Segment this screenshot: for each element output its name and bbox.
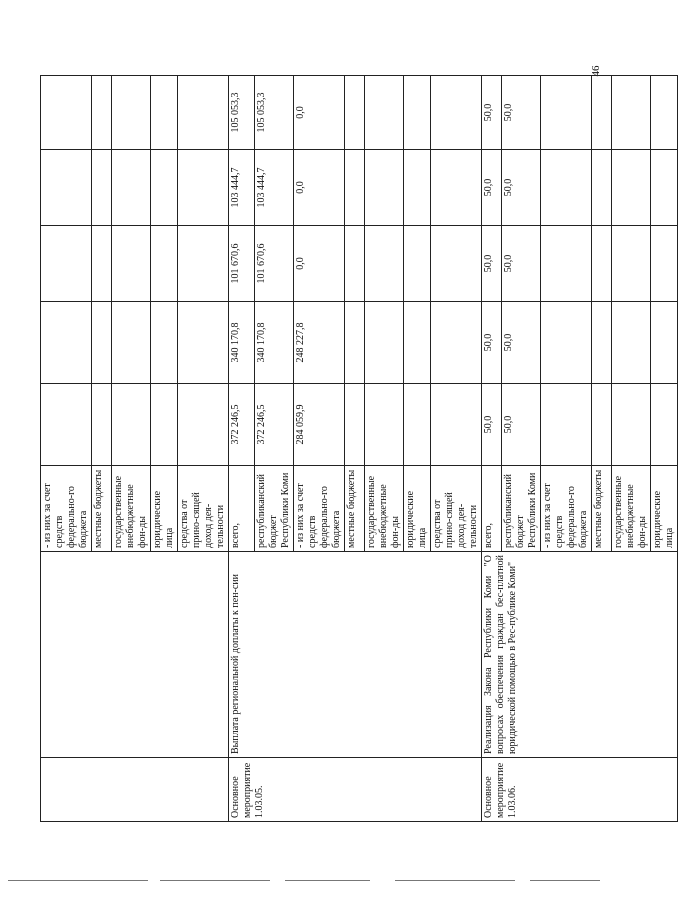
value-cell: 103 444,7 bbox=[229, 150, 255, 226]
source-cell: юридические лица bbox=[151, 466, 178, 552]
table-row bbox=[482, 76, 502, 822]
value-cell: 372 246,5 bbox=[229, 384, 255, 466]
value-cell: 50,0 bbox=[502, 226, 541, 302]
value-cell bbox=[365, 150, 404, 226]
value-cell: 50,0 bbox=[482, 302, 502, 384]
value-cell bbox=[365, 76, 404, 150]
value-cell: 248 227,8 bbox=[294, 302, 345, 384]
value-cell: 101 670,6 bbox=[229, 226, 255, 302]
value-cell bbox=[612, 302, 651, 384]
value-cell bbox=[151, 302, 178, 384]
source-cell: - из них за счет средств федерально-го бюджета bbox=[41, 466, 92, 552]
value-cell bbox=[541, 226, 592, 302]
source-cell: - из них за счет средств федерально-го бюджета bbox=[294, 466, 345, 552]
value-cell bbox=[178, 384, 229, 466]
name-cell bbox=[41, 552, 229, 758]
value-cell bbox=[345, 76, 365, 150]
value-cell: 101 670,6 bbox=[255, 226, 294, 302]
code-cell: Основное мероприятие 1.03.05. bbox=[229, 758, 482, 822]
scan-footer-line bbox=[395, 880, 515, 881]
value-cell: 284 059,9 bbox=[294, 384, 345, 466]
source-cell: местные бюджеты bbox=[345, 466, 365, 552]
value-cell bbox=[404, 150, 431, 226]
value-cell bbox=[92, 226, 112, 302]
value-cell bbox=[612, 76, 651, 150]
value-cell bbox=[345, 384, 365, 466]
value-cell bbox=[592, 384, 612, 466]
code-cell bbox=[41, 758, 229, 822]
value-cell: 0,0 bbox=[294, 76, 345, 150]
value-cell bbox=[178, 150, 229, 226]
value-cell: 340 170,8 bbox=[229, 302, 255, 384]
value-cell bbox=[345, 302, 365, 384]
table-row bbox=[229, 76, 255, 822]
value-cell bbox=[41, 150, 92, 226]
value-cell: 50,0 bbox=[482, 226, 502, 302]
value-cell bbox=[41, 384, 92, 466]
value-cell bbox=[592, 226, 612, 302]
scan-footer-line bbox=[285, 880, 370, 881]
value-cell bbox=[41, 76, 92, 150]
value-cell bbox=[151, 384, 178, 466]
scan-footer-line bbox=[8, 880, 148, 881]
value-cell bbox=[404, 384, 431, 466]
source-cell: республиканский бюджет Республики Коми bbox=[255, 466, 294, 552]
value-cell bbox=[112, 384, 151, 466]
value-cell: 372 246,5 bbox=[255, 384, 294, 466]
value-cell bbox=[651, 302, 678, 384]
value-cell bbox=[112, 226, 151, 302]
value-cell bbox=[112, 302, 151, 384]
value-cell: 50,0 bbox=[482, 76, 502, 150]
value-cell: 105 053,3 bbox=[229, 76, 255, 150]
value-cell bbox=[345, 150, 365, 226]
value-cell: 0,0 bbox=[294, 226, 345, 302]
scan-footer-line bbox=[160, 880, 270, 881]
source-cell: всего, bbox=[482, 466, 502, 552]
value-cell bbox=[151, 76, 178, 150]
value-cell bbox=[178, 226, 229, 302]
value-cell: 340 170,8 bbox=[255, 302, 294, 384]
value-cell bbox=[178, 76, 229, 150]
value-cell bbox=[592, 302, 612, 384]
page-number: 46 bbox=[590, 65, 602, 77]
value-cell bbox=[404, 76, 431, 150]
value-cell: 50,0 bbox=[502, 302, 541, 384]
value-cell bbox=[541, 384, 592, 466]
value-cell bbox=[178, 302, 229, 384]
value-cell bbox=[365, 226, 404, 302]
table-row bbox=[41, 76, 92, 822]
value-cell: 105 053,3 bbox=[255, 76, 294, 150]
value-cell bbox=[404, 226, 431, 302]
value-cell bbox=[92, 384, 112, 466]
value-cell bbox=[404, 302, 431, 384]
source-cell: всего, bbox=[229, 466, 255, 552]
value-cell bbox=[431, 302, 482, 384]
value-cell bbox=[92, 76, 112, 150]
value-cell: 0,0 bbox=[294, 150, 345, 226]
value-cell bbox=[365, 384, 404, 466]
source-cell: местные бюджеты bbox=[92, 466, 112, 552]
name-cell: Реализация Закона Республики Коми "О вопросах обеспечения граждан бес-платной юридической помощью в Рес-публике Коми" bbox=[482, 552, 678, 758]
source-cell: государственные внебюджетные фон-ды bbox=[612, 466, 651, 552]
source-cell: юридические лица bbox=[404, 466, 431, 552]
value-cell bbox=[41, 226, 92, 302]
value-cell: 50,0 bbox=[482, 150, 502, 226]
value-cell bbox=[431, 150, 482, 226]
value-cell bbox=[541, 76, 592, 150]
value-cell bbox=[651, 384, 678, 466]
scan-footer-line bbox=[530, 880, 600, 881]
value-cell bbox=[92, 302, 112, 384]
value-cell bbox=[612, 384, 651, 466]
value-cell bbox=[41, 302, 92, 384]
value-cell bbox=[592, 150, 612, 226]
value-cell bbox=[612, 150, 651, 226]
value-cell bbox=[365, 302, 404, 384]
value-cell bbox=[431, 226, 482, 302]
source-cell: государственные внебюджетные фон-ды bbox=[112, 466, 151, 552]
name-cell: Выплата региональной доплаты к пен-сии bbox=[229, 552, 482, 758]
source-cell: республиканский бюджет Республики Коми bbox=[502, 466, 541, 552]
source-cell: средства от прино-сящей доход дея-тельности bbox=[178, 466, 229, 552]
value-cell bbox=[151, 150, 178, 226]
value-cell: 50,0 bbox=[502, 384, 541, 466]
value-cell bbox=[112, 150, 151, 226]
source-cell: местные бюджеты bbox=[592, 466, 612, 552]
value-cell: 50,0 bbox=[502, 76, 541, 150]
value-cell bbox=[651, 150, 678, 226]
value-cell: 50,0 bbox=[482, 384, 502, 466]
value-cell bbox=[651, 226, 678, 302]
value-cell bbox=[612, 226, 651, 302]
value-cell bbox=[431, 76, 482, 150]
rotated-page bbox=[40, 76, 675, 822]
value-cell bbox=[651, 76, 678, 150]
value-cell bbox=[151, 226, 178, 302]
source-cell: юридические лица bbox=[651, 466, 678, 552]
source-cell: государственные внебюджетные фон-ды bbox=[365, 466, 404, 552]
code-cell: Основное мероприятие 1.03.06. bbox=[482, 758, 678, 822]
value-cell: 50,0 bbox=[502, 150, 541, 226]
value-cell bbox=[112, 76, 151, 150]
budget-table bbox=[40, 75, 678, 822]
value-cell: 103 444,7 bbox=[255, 150, 294, 226]
value-cell bbox=[345, 226, 365, 302]
value-cell bbox=[541, 150, 592, 226]
value-cell bbox=[541, 302, 592, 384]
value-cell bbox=[92, 150, 112, 226]
value-cell bbox=[592, 76, 612, 150]
value-cell bbox=[431, 384, 482, 466]
source-cell: - из них за счет средств федерально-го бюджета bbox=[541, 466, 592, 552]
source-cell: средства от прино-сящей доход дея-тельности bbox=[431, 466, 482, 552]
